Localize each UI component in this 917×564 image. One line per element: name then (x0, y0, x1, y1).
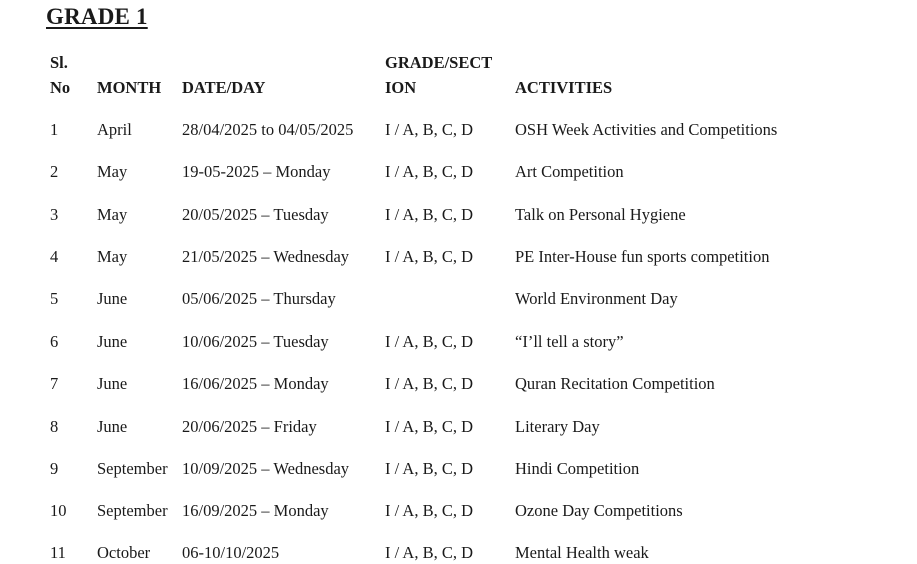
cell-month: June (97, 374, 128, 393)
page-title: GRADE 1 (46, 4, 148, 29)
cell-grade-section: I / A, B, C, D (385, 120, 474, 139)
cell-activity: Quran Recitation Competition (515, 374, 715, 393)
cell-date: 28/04/2025 to 04/05/2025 (182, 120, 354, 139)
cell-sl-no: 3 (50, 205, 59, 224)
table-row (0, 247, 917, 267)
cell-grade-section: I / A, B, C, D (385, 459, 474, 478)
cell-grade-section: I / A, B, C, D (385, 543, 474, 562)
cell-activity: Talk on Personal Hygiene (515, 205, 686, 224)
cell-activity: Literary Day (515, 417, 600, 436)
cell-date: 20/06/2025 – Friday (182, 417, 317, 436)
table-row (0, 543, 917, 563)
cell-sl-no: 6 (50, 332, 59, 351)
table-row (0, 374, 917, 394)
cell-grade-section: I / A, B, C, D (385, 374, 474, 393)
cell-sl-no: 10 (50, 501, 67, 520)
cell-activity: Mental Health weak (515, 543, 649, 562)
header-date-day: DATE/DAY (182, 78, 266, 97)
cell-activity: PE Inter-House fun sports competition (515, 247, 770, 266)
cell-date: 20/05/2025 – Tuesday (182, 205, 329, 224)
cell-activity: “I’ll tell a story” (515, 332, 624, 351)
header-month: MONTH (97, 78, 162, 97)
cell-sl-no: 7 (50, 374, 59, 393)
cell-month: June (97, 289, 128, 308)
table-row (0, 162, 917, 182)
cell-sl-no: 5 (50, 289, 59, 308)
cell-sl-no: 2 (50, 162, 59, 181)
header-grade-section-line2: ION (385, 78, 417, 97)
cell-date: 10/06/2025 – Tuesday (182, 332, 329, 351)
cell-date: 16/09/2025 – Monday (182, 501, 329, 520)
cell-grade-section: I / A, B, C, D (385, 162, 474, 181)
table-row (0, 289, 917, 309)
cell-month: June (97, 417, 128, 436)
cell-sl-no: 4 (50, 247, 59, 266)
cell-month: October (97, 543, 151, 562)
cell-sl-no: 8 (50, 417, 59, 436)
header-sl-no-line1: Sl. (50, 53, 68, 72)
cell-sl-no: 9 (50, 459, 59, 478)
cell-month: April (97, 120, 132, 139)
cell-grade-section: I / A, B, C, D (385, 501, 474, 520)
header-grade-section-line1: GRADE/SECT (385, 53, 493, 72)
table-row (0, 332, 917, 352)
cell-activity: OSH Week Activities and Competitions (515, 120, 778, 139)
cell-date: 10/09/2025 – Wednesday (182, 459, 350, 478)
cell-grade-section: I / A, B, C, D (385, 247, 474, 266)
cell-month: September (97, 501, 168, 520)
table-row (0, 501, 917, 521)
header-sl-no (50, 50, 70, 100)
header-grade-section (385, 50, 492, 100)
cell-date: 06-10/10/2025 (182, 543, 280, 562)
cell-month: June (97, 332, 128, 351)
table-row (0, 459, 917, 479)
cell-date: 05/06/2025 – Thursday (182, 289, 336, 308)
table-row (0, 120, 917, 140)
table-row (0, 417, 917, 437)
cell-sl-no: 11 (50, 543, 66, 562)
header-activities: ACTIVITIES (515, 78, 613, 97)
cell-month: May (97, 162, 128, 181)
header-sl-no-line2: No (50, 78, 71, 97)
cell-grade-section: I / A, B, C, D (385, 205, 474, 224)
cell-grade-section: I / A, B, C, D (385, 332, 474, 351)
cell-date: 16/06/2025 – Monday (182, 374, 329, 393)
cell-sl-no: 1 (50, 120, 59, 139)
cell-activity: Art Competition (515, 162, 624, 181)
cell-activity: World Environment Day (515, 289, 678, 308)
table-row (0, 205, 917, 225)
cell-date: 19-05-2025 – Monday (182, 162, 331, 181)
cell-month: September (97, 459, 168, 478)
cell-date: 21/05/2025 – Wednesday (182, 247, 350, 266)
cell-activity: Hindi Competition (515, 459, 640, 478)
cell-grade-section: I / A, B, C, D (385, 417, 474, 436)
cell-activity: Ozone Day Competitions (515, 501, 683, 520)
cell-month: May (97, 205, 128, 224)
cell-month: May (97, 247, 128, 266)
